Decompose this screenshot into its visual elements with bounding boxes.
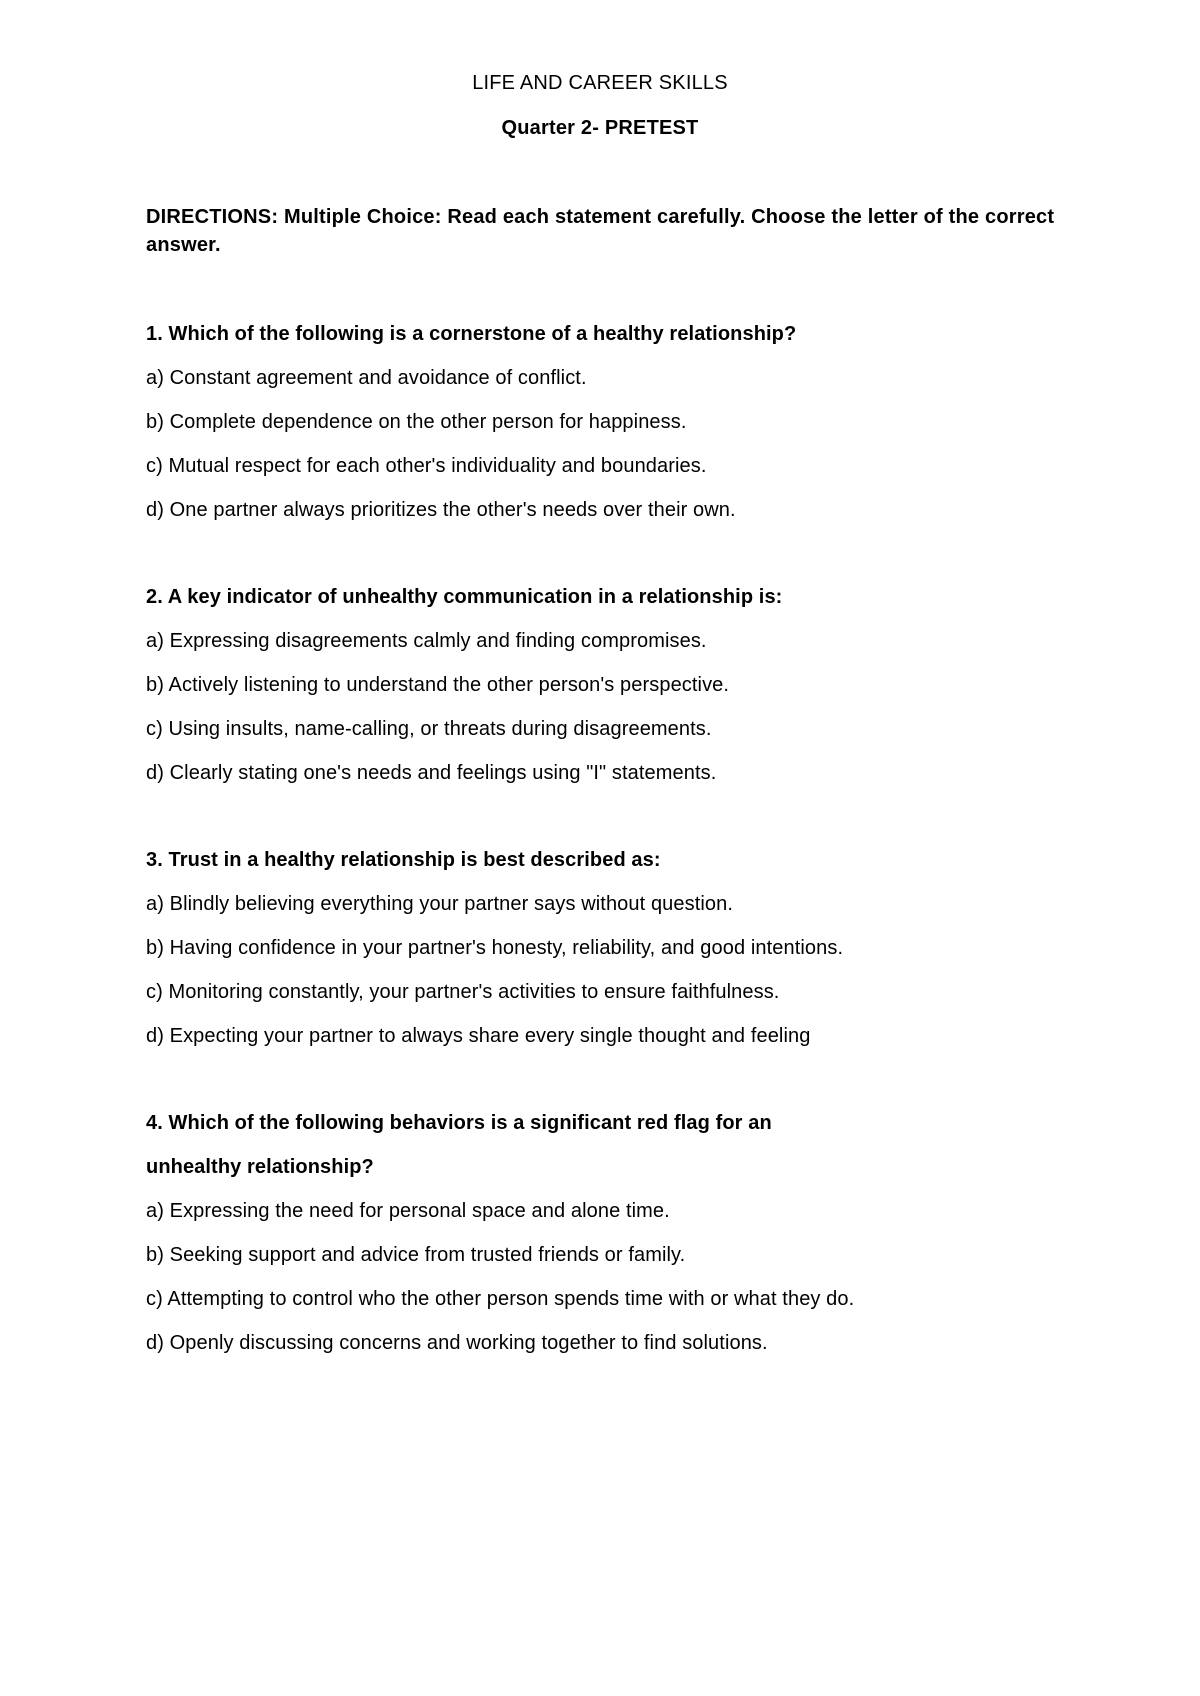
- question-1: [146, 312, 1106, 532]
- question-3-text: 3. Trust in a healthy relationship is best described as:: [146, 849, 661, 871]
- question-3-option-a: a) Blindly believing everything your partner says without question.: [146, 893, 734, 915]
- directions-text: DIRECTIONS: Multiple Choice: Read each statement carefully. Choose the letter of the correct answer.: [146, 206, 1055, 256]
- question-4-option-b: b) Seeking support and advice from trusted friends or family.: [146, 1244, 686, 1266]
- question-2: [146, 575, 1106, 795]
- question-1-option-d: d) One partner always prioritizes the other's needs over their own.: [146, 499, 736, 521]
- document-subtitle: Quarter 2- PRETEST: [501, 117, 699, 139]
- question-3-option-c: c) Monitoring constantly, your partner's activities to ensure faithfulness.: [146, 981, 780, 1003]
- question-2-option-d: d) Clearly stating one's needs and feelings using "I" statements.: [146, 762, 717, 784]
- question-3: [146, 838, 1106, 1058]
- question-4-option-d: d) Openly discussing concerns and working together to find solutions.: [146, 1332, 768, 1354]
- question-3-option-b: b) Having confidence in your partner's honesty, reliability, and good intentions.: [146, 937, 844, 959]
- question-4-option-a: a) Expressing the need for personal space and alone time.: [146, 1200, 670, 1222]
- question-3-option-d: d) Expecting your partner to always share every single thought and feeling: [146, 1025, 811, 1047]
- question-2-text: 2. A key indicator of unhealthy communication in a relationship is:: [146, 586, 783, 608]
- question-2-option-a: a) Expressing disagreements calmly and finding compromises.: [146, 630, 707, 652]
- question-4-option-c: c) Attempting to control who the other person spends time with or what they do.: [146, 1288, 855, 1310]
- question-1-text: 1. Which of the following is a cornerstone of a healthy relationship?: [146, 323, 797, 345]
- question-1-option-a: a) Constant agreement and avoidance of conflict.: [146, 367, 587, 389]
- question-2-option-b: b) Actively listening to understand the other person's perspective.: [146, 674, 730, 696]
- question-1-option-b: b) Complete dependence on the other person for happiness.: [146, 411, 687, 433]
- question-4: [146, 1101, 1106, 1365]
- question-4-text-line-2: unhealthy relationship?: [146, 1156, 374, 1178]
- document-title: LIFE AND CAREER SKILLS: [472, 72, 728, 94]
- question-4-text-line-1: 4. Which of the following behaviors is a significant red flag for an: [146, 1112, 772, 1134]
- question-1-option-c: c) Mutual respect for each other's individuality and boundaries.: [146, 455, 707, 477]
- question-2-option-c: c) Using insults, name-calling, or threats during disagreements.: [146, 718, 712, 740]
